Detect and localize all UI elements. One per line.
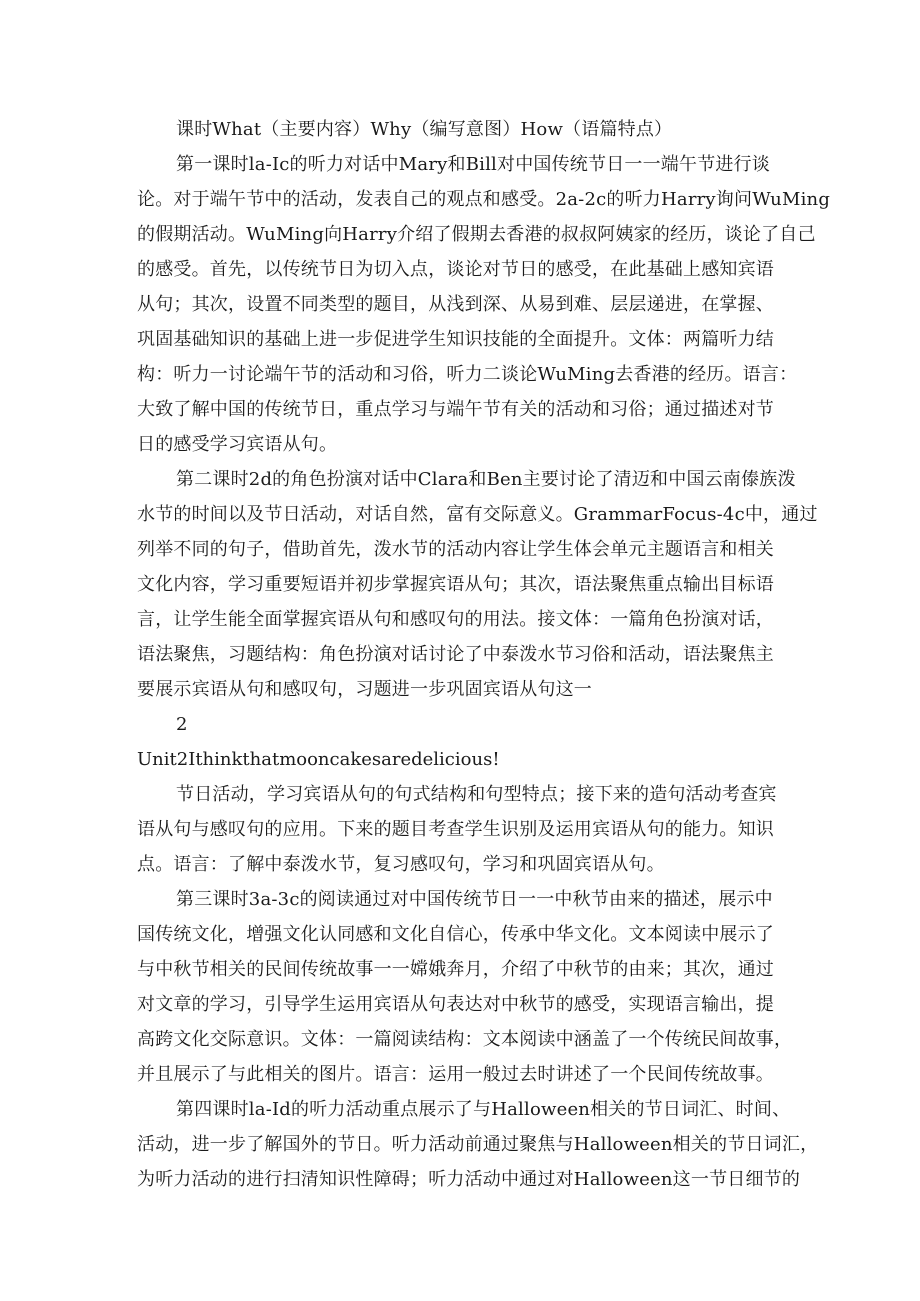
paragraph-line: 从句；其次，设置不同类型的题目，从浅到深、从易到难、层层递进，在掌握、: [137, 294, 774, 315]
paragraph-line: 要展示宾语从句和感叹句，习题进一步巩固宾语从句这一: [137, 679, 592, 700]
paragraph-line: 语法聚焦，习题结构：角色扮演对话讨论了中泰泼水节习俗和活动，语法聚焦主: [137, 644, 774, 665]
paragraph-line: 构：听力一讨论端午节的活动和习俗，听力二谈论WuMing去香港的经历。语言：: [137, 364, 798, 385]
paragraph-line: 为听力活动的进行扫清知识性障碍；听力活动中通过对Halloween这一节日细节的: [137, 1169, 801, 1190]
paragraph-line: 第三课时3a-3c的阅读通过对中国传统节日一一中秋节由来的描述，展示中: [176, 889, 773, 910]
paragraph-line: 国传统文化，增强文化认同感和文化自信心，传承中华文化。文本阅读中展示了: [137, 924, 774, 945]
paragraph-line: 文化内容，学习重要短语并初步掌握宾语从句；其次，语法聚焦重点输出目标语: [137, 574, 774, 595]
paragraph-line: 巩固基础知识的基础上进一步促进学生知识技能的全面提升。文体：两篇听力结: [137, 329, 774, 350]
paragraph-line: 活动，进一步了解国外的节日。听力活动前通过聚焦与Halloween相关的节日词汇，: [137, 1134, 819, 1155]
paragraph-line: 对文章的学习，引导学生运用宾语从句表达对中秋节的感受，实现语言输出，提: [137, 994, 774, 1015]
paragraph-line: 日的感受学习宾语从句。: [137, 434, 338, 455]
paragraph-line: 列举不同的句子，借助首先，泼水节的活动内容让学生体会单元主题语言和相关: [137, 539, 774, 560]
paragraph-line: 大致了解中国的传统节日，重点学习与端午节有关的活动和习俗；通过描述对节: [137, 399, 774, 420]
paragraph-line: 与中秋节相关的民间传统故事一一嫦娥奔月，介绍了中秋节的由来；其次，通过: [137, 959, 774, 980]
paragraph-line: 的感受。首先，以传统节日为切入点，谈论对节日的感受，在此基础上感知宾语: [137, 259, 774, 280]
paragraph-line: 论。对于端午节中的活动，发表自己的观点和感受。2a-2c的听力Harry询问WuMing: [137, 189, 831, 210]
paragraph-line: 第一课时la-Ic的听力对话中Mary和Bill对中国传统节日一一端午节进行谈: [176, 154, 770, 175]
paragraph-line: 点。语言：了解中泰泼水节，复习感叹句，学习和巩固宾语从句。: [137, 854, 665, 875]
paragraph-line: 的假期活动。WuMing向Harry介绍了假期去香港的叔叔阿姨家的经历，谈论了自己: [137, 224, 816, 245]
page-number: 2: [176, 714, 188, 735]
paragraph-line: 节日活动，学习宾语从句的句式结构和句型特点；接下来的造句活动考查宾: [176, 784, 777, 805]
paragraph-line: 言，让学生能全面掌握宾语从句和感叹句的用法。接文体：一篇角色扮演对话，: [137, 609, 774, 630]
paragraph-line: 第四课时la-Id的听力活动重点展示了与Halloween相关的节日词汇、时间、: [176, 1099, 791, 1120]
paragraph-line: 并且展示了与此相关的图片。语言：运用一般过去时讲述了一个民间传统故事。: [137, 1064, 774, 1085]
unit-title: Unit2Ithinkthatmooncakesaredelicious!: [137, 749, 500, 770]
paragraph-line: 语从句与感叹句的应用。下来的题目考查学生识别及运用宾语从句的能力。知识: [137, 819, 774, 840]
table-header-line: 课时What（主要内容）Why（编写意图）How（语篇特点）: [176, 119, 673, 140]
paragraph-line: 水节的时间以及节日活动，对话自然，富有交际意义。GrammarFocus-4c中，通过: [137, 504, 818, 525]
paragraph-line: 第二课时2d的角色扮演对话中Clara和Ben主要讨论了清迈和中国云南傣族泼: [176, 469, 796, 490]
paragraph-line: 高跨文化交际意识。文体：一篇阅读结构：文本阅读中涵盖了一个传统民间故事，: [137, 1029, 793, 1050]
